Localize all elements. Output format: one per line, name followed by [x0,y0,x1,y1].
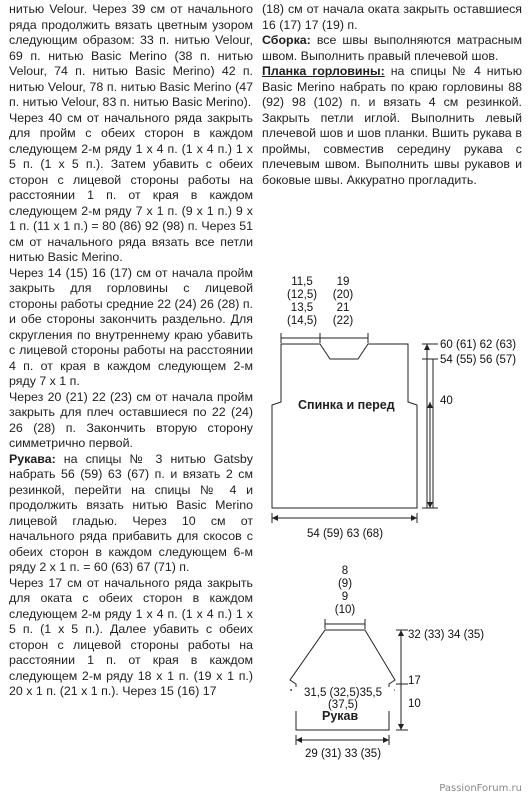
body-shoulder-size-4: (14,5) [287,315,318,327]
sleeve-top-size-1: 8 [341,565,349,577]
paragraph-shoulders: Через 20 (21) 22 (23) см от начала пройм закрыть для плеч оставшиеся по 22 (24) 26 (28) п. Закончить вторую сторону симметрично первой. [9,389,253,450]
sleeve-top-size-3: 9 [341,591,349,603]
body-schematic [272,333,438,523]
sleeve-schematic [290,619,408,745]
body-width: 54 (59) 63 (68) [306,528,384,540]
sleeve-lower-width: 29 (31) 33 (35) [304,748,382,760]
paragraph-velour-pattern: нитью Velour. Через 39 см от начального ряда продолжить вязать цветным узором следующим образом: 33 п. нитью Velour, 69 п. нитью Basic Merino (38 п. нитью Velour, 74 п. нитью Basic Merino) 42 п. нитью Velour, 78 п. нитью Basic Merino (47 п. нитью Velour, 83 п. нитью Basic Merino). [9,2,253,109]
body-neck-size-1: 19 [336,276,350,288]
body-shoulder-size-1: 11,5 [291,276,313,288]
paragraph-cap-finish: (18) см от начала оката закрыть оставшиеся 16 (17) 17 (19) п. [262,2,522,32]
paragraph-sleeve-cap: Через 17 см от начального ряда закрыть для оката с обеих сторон в каждом следующем 2-м ряду 1 х 4 п. (1 х 4 п.) 1 х 5 п. (1 х 5 п.). Далее убавить с обеих сторон с лицевой стороны работы на расстоянии 1 п. от края в каждом следующем 2-м ряду 18 х 1 п. (19 х 1 п.) 20 х 1 п. (21 х 1 п.). Через 15 (16) 17 [9,575,253,698]
sleeve-total-height: 32 (33) 34 (35) [408,629,485,641]
sleeve-cap-height: 17 [408,675,421,687]
sleeves-text: на спицы № 3 нитью Gatsby набрать 56 (59) 63 (67) п. и вязать 2 см резинкой, перейти на спицы № 4 и продолжить вязать нитью Basic Merino лицевой гладью. Через 10 см от начального ряда прибавить для скосов с обеих сторон в каждом следующем 6-м ряду 2 х 1 п. = 60 (63) 67 (71) п. [9,451,253,574]
sleeve-cuff-height: 10 [408,698,421,710]
assembly-text: все швы выполняются матрасным швом. Выполнить правый плечевой шов. [262,33,522,63]
sleeves-heading: Рукава: [9,451,56,466]
paragraph-armholes: Через 40 см от начального ряда закрыть для пройм с обеих сторон в каждом следующем 2-м ряду 1 х 4 п. (1 х 4 п.) 1 х 5 п. (1 х 5 п.). Затем убавить с обеих сторон с лицевой стороны работы на расстоянии 1 п. от края в каждом следующем 2-м ряду 7 х 1 п. (9 х 1 п.) 9 х 1 п. (11 х 1 п.) = 80 (86) 92 (98) п. Через 51 см от начального ряда вязать все петли нитью Basic Merino. [9,110,253,264]
sleeve-top-size-4: (10) [334,604,356,616]
body-neck-size-4: (22) [332,315,354,327]
sleeve-piece-label: Рукав [322,709,359,723]
body-side-height: 40 [440,395,453,407]
sleeve-top-size-2: (9) [337,578,353,590]
assembly-heading: Сборка: [262,33,311,47]
sleeve-upper-width: 31,5 (32,5)35,5 (37,5) [292,687,394,711]
watermark: PassionForum.ru [439,783,522,794]
body-neck-size-3: 21 [336,302,350,314]
body-shoulder-size-3: 13,5 [290,302,314,314]
neckband-text: на спицы № 4 нитью Basic Merino набрать по краю горловины 88 (92) 98 (102) п. и вязать 4 см резинкой. Закрыть петли иглой. Выполнить левый плечевой шов и шов планки. Вшить рукава в проймы, совместив середину рукава с плечевым швом. Выполнить швы рукавов и боковые швы. Аккуратно прогладить. [262,64,522,187]
body-armhole-height: 54 (55) 56 (57) [440,354,517,366]
body-total-height: 60 (61) 62 (63) [440,339,517,351]
paragraph-neckline: Через 14 (15) 16 (17) см от начала пройм закрыть для горловины с лицевой стороны работы средние 22 (24) 26 (28) п. и обе стороны закончить раздельно. Для скругления по внутреннему краю убавить с лицевой стороны работы на расстоянии 4 п. от края в каждом следующем 2-м ряду 7 х 1 п. [9,265,253,388]
body-shoulder-size-2: (12,5) [287,289,318,301]
body-neck-size-2: (20) [332,289,354,301]
body-piece-label: Спинка и перед [298,398,395,412]
neckband-heading: Планка горловины: [262,64,385,78]
